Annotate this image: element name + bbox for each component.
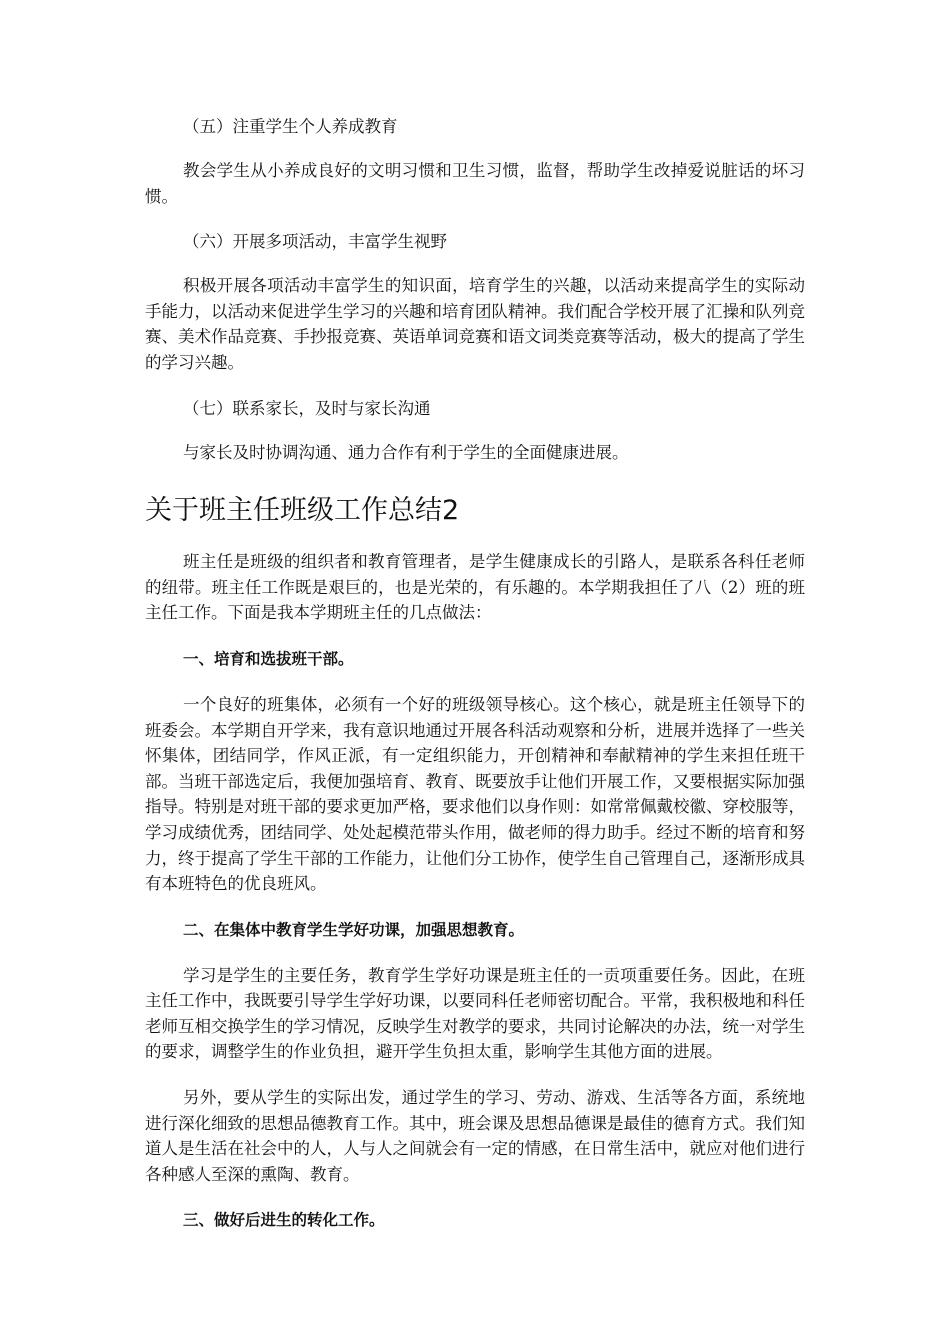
- section-seven-heading: （七）联系家长，及时与家长沟通: [183, 398, 431, 418]
- document-page: [145, 114, 805, 1253]
- section-seven-body: 与家长及时协调沟通、通力合作有利于学生的全面健康进展。: [183, 442, 629, 462]
- paragraph-cadres: 一个良好的班集体，必须有一个好的班级领导核心。这个核心，就是班主任领导下的班委会。本学期自开学来，我有意识地通过开展各科活动观察和分析，进展并选择了一些关怀集体，团结同学，作风正派，有一定组织能力，开创精神和奉献精神的学生来担任班干部。当班干部选定后，我便加强培育、教育、既要放手让他们开展工作，又要根据实际加强指导。特别是对班干部的要求更加严格，要求他们以身作则：如常常佩戴校徽、穿校服等，学习成绩优秀，团结同学、处处起模范带头作用，做老师的得力助手。经过不断的培育和努力，终于提高了学生干部的工作能力，让他们分工协作，使学生自己管理自己，逐渐形成具有本班特色的优良班风。: [145, 694, 805, 894]
- heading-cultivate-cadres: 一、培育和选拔班干部。: [183, 649, 354, 668]
- heading-study-education: 二、在集体中教育学生学好功课，加强思想教育。: [183, 920, 525, 939]
- paragraph-study: 学习是学生的主要任务，教育学生学好功课是班主任的一贡项重要任务。因此，在班主任工作中，我既要引导学生学好功课，以要同科任老师密切配合。平常，我积极地和科任老师互相交换学生的学习情况，反映学生对教学的要求，共同讨论解决的办法，统一对学生的要求，调整学生的作业负担，避开学生负担太重，影响学生其他方面的进展。: [145, 965, 805, 1062]
- heading-underachievers: 三、做好后进生的转化工作。: [183, 1211, 385, 1230]
- section-five-heading: （五）注重学生个人养成教育: [183, 117, 398, 136]
- section-five-body: 教会学生从小养成良好的文明习惯和卫生习惯，监督，帮助学生改掉爱说脏话的坏习惯。: [145, 161, 805, 206]
- article-title: 关于班主任班级工作总结2: [145, 495, 460, 527]
- paragraph-moral-education: 另外，要从学生的实际出发，通过学生的学习、劳动、游戏、生活等各方面，系统地进行深化细致的思想品德教育工作。其中，班会课及思想品德课是最佳的德育方式。我们知道人是生活在社会中的人，人与人之间就会有一定的情感，在日常生活中，就应对他们进行各种感人至深的熏陶、教育。: [145, 1088, 805, 1184]
- section-six-heading: （六）开展多项活动，丰富学生视野: [183, 232, 447, 252]
- section-six-body: 积极开展各项活动丰富学生的知识面，培育学生的兴趣，以活动来提高学生的实际动手能力，以活动来促进学生学习的兴趣和培育团队精神。我们配合学校开展了汇操和队列竞赛、美术作品竞赛、手抄报竞赛、英语单词竞赛和语文词类竞赛等活动，极大的提高了学生的学习兴趣。: [145, 276, 805, 372]
- article-intro: 班主任是班级的组织者和教育管理者，是学生健康成长的引路人，是联系各科任老师的纽带。班主任工作既是艰巨的，也是光荣的，有乐趣的。本学期我担任了八（2）班的班主任工作。下面是我本学期班主任的几点做法：: [145, 552, 805, 623]
